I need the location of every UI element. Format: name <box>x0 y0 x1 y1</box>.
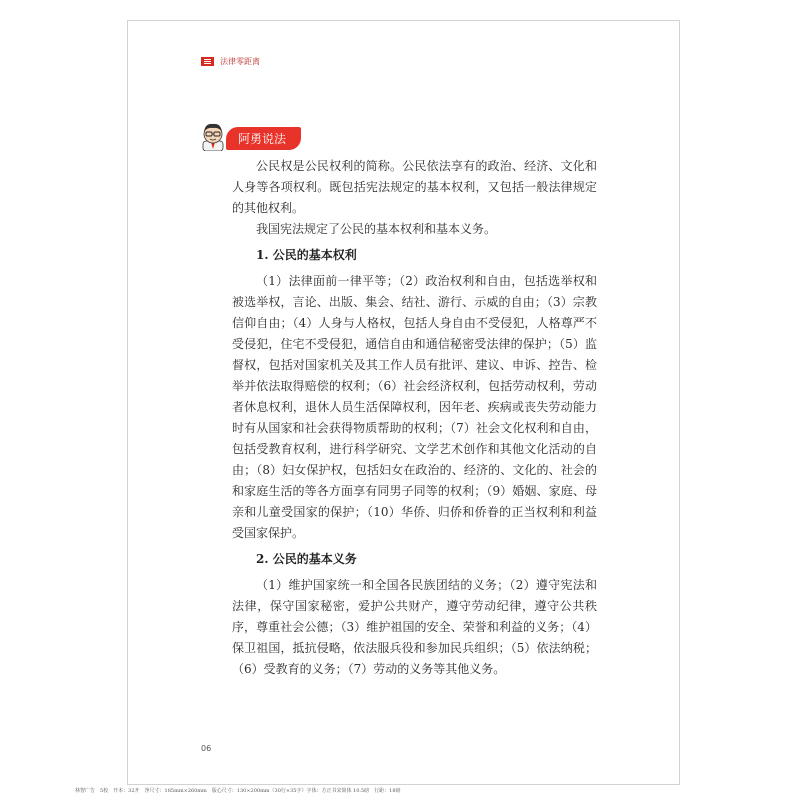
paragraph-lead: 我国宪法规定了公民的基本权利和基本义务。 <box>256 222 497 236</box>
page-number: 06 <box>201 744 212 753</box>
book-logo-icon <box>201 57 214 66</box>
cartoon-man-avatar-icon <box>200 121 226 151</box>
page <box>127 20 680 785</box>
section-header <box>200 119 300 155</box>
paragraph-intro: 公民权是公民权利的简称。公民依法享有的政治、经济、文化和人身等各项权利。既包括宪法规定的基本权利，又包括一般法律规定的其他权利。 <box>232 159 597 215</box>
duties-heading: 2. 公民的基本义务 <box>256 552 357 566</box>
section-badge <box>226 127 301 150</box>
print-imprint: 林智广告 5校 开本：32开 净尺寸：185mm×260mm 版心尺寸：130×200mm（30行×35字）字体：方正书宋简体 10.5磅 行距：18磅 <box>75 788 401 794</box>
rights-heading: 1. 公民的基本权利 <box>256 248 357 262</box>
rights-text: （1）法律面前一律平等；（2）政治权利和自由，包括选举权和被选举权，言论、出版、集会、结社、游行、示威的自由；（3）宗教信仰自由；（4）人身与人格权，包括人身自由不受侵犯，人格尊严不受侵犯，住宅不受侵犯，通信自由和通信秘密受法律的保护；（5）监督权，包括对国家机关及其工作人员有批评、建议、申诉、控告、检举并依法取得赔偿的权利；（6）社会经济权利，包括劳动权利，劳动者休息权利，退休人员生活保障权利，因年老、疾病或丧失劳动能力时有从国家和社会获得物质帮助的权利；（7）社会文化权利和自由，包括受教育权利，进行科学研究、文学艺术创作和其他文化活动的自由；（8）妇女保护权，包括妇女在政治的、经济的、文化的、社会的和家庭生活的等各方面享有同男子同等的权利；（9）婚姻、家庭、母亲和儿童受国家的保护；（10）华侨、归侨和侨眷的正当权利和利益受国家保护。 <box>232 274 597 540</box>
duties-text: （1）维护国家统一和全国各民族团结的义务；（2）遵守宪法和法律，保守国家秘密，爱护公共财产，遵守劳动纪律，遵守公共秩序，尊重社会公德；（3）维护祖国的安全、荣誉和利益的义务；（4）保卫祖国，抵抗侵略，依法服兵役和参加民兵组织；（5）依法纳税；（6）受教育的义务；（7）劳动的义务等其他义务。 <box>232 578 597 676</box>
running-head <box>201 54 260 68</box>
running-title: 法律零距离 <box>220 56 260 66</box>
section-label: 阿勇说法 <box>238 132 287 146</box>
article-body <box>232 156 597 680</box>
